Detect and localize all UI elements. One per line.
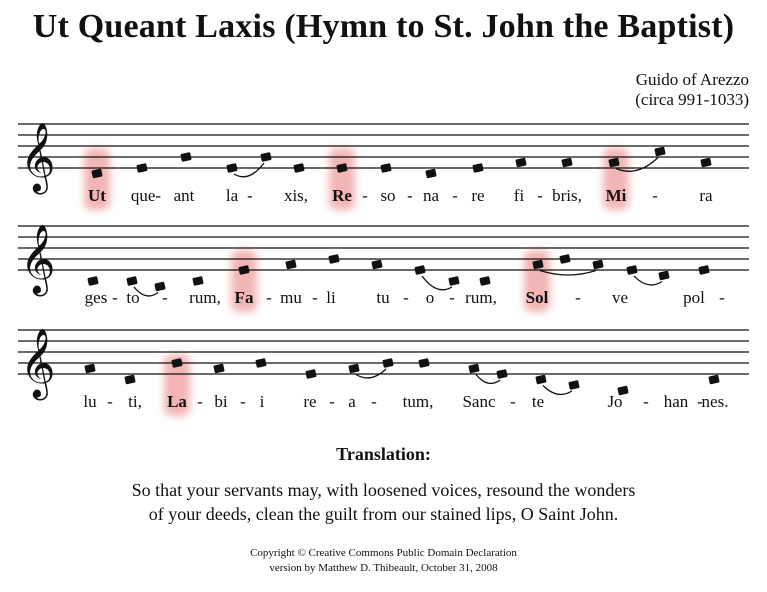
slur bbox=[234, 163, 264, 177]
treble-clef-icon: 𝄞 bbox=[20, 224, 56, 294]
syllable-hyphen: - bbox=[266, 288, 272, 307]
note-head bbox=[559, 254, 570, 264]
lyric-syllable: tum, bbox=[402, 392, 434, 411]
note-head bbox=[180, 152, 191, 162]
syllable-hyphen: - bbox=[162, 288, 168, 307]
lyric-syllable: Mi bbox=[605, 186, 627, 205]
syllable-hyphen: - bbox=[240, 392, 246, 411]
syllable-hyphen: - bbox=[362, 186, 368, 205]
note-head bbox=[136, 163, 147, 173]
copyright-footer bbox=[0, 546, 767, 576]
lyric-syllable: ve bbox=[611, 288, 629, 307]
note-head bbox=[425, 169, 436, 179]
note-head bbox=[568, 380, 579, 390]
note-head bbox=[192, 276, 203, 286]
lyric-syllable: tu bbox=[376, 288, 390, 307]
lyric-syllable: fi bbox=[513, 186, 525, 205]
note-head bbox=[626, 265, 637, 275]
note-head bbox=[124, 375, 135, 385]
syllable-hyphen: - bbox=[107, 392, 113, 411]
note-head bbox=[414, 265, 425, 275]
note-head bbox=[515, 158, 526, 168]
note-head bbox=[708, 375, 719, 385]
lyric-syllable: ant bbox=[173, 186, 195, 205]
syllable-hyphen: - bbox=[247, 186, 253, 205]
translation-line-2: of your deeds, clean the guilt from our stained lips, O Saint John. bbox=[148, 504, 619, 524]
lyric-syllable: Ut bbox=[88, 186, 106, 205]
note-head bbox=[472, 163, 483, 173]
syllable-hyphen: - bbox=[452, 186, 458, 205]
syllable-hyphen: - bbox=[112, 288, 118, 307]
lyric-syllable: to bbox=[126, 288, 140, 307]
slur bbox=[476, 375, 500, 384]
syllable-hyphen: - bbox=[575, 288, 581, 307]
lyric-syllable: ra bbox=[699, 186, 713, 205]
note-head bbox=[496, 369, 507, 379]
lyric-syllable: te bbox=[531, 392, 545, 411]
lyric-syllable: lu bbox=[83, 392, 97, 411]
note-head bbox=[87, 276, 98, 286]
slur bbox=[634, 276, 662, 285]
lyric-syllable: rum, bbox=[189, 288, 221, 307]
note-head bbox=[654, 147, 665, 157]
lyric-syllable: a bbox=[348, 392, 356, 411]
page-title: Ut Queant Laxis (Hymn to St. John the Baptist) bbox=[32, 8, 735, 45]
note-head bbox=[700, 158, 711, 168]
note-head bbox=[213, 364, 224, 374]
syllable-hyphen: - bbox=[652, 186, 658, 205]
note-head bbox=[448, 276, 459, 286]
lyric-syllable: Re bbox=[332, 186, 352, 205]
lyric-syllable: Sanc bbox=[462, 392, 496, 411]
note-head bbox=[328, 254, 339, 264]
syllable-hyphen: - bbox=[371, 392, 377, 411]
lyric-syllable: Sol bbox=[525, 288, 549, 307]
lyric-syllable: so bbox=[380, 186, 396, 205]
syllable-hyphen: - bbox=[329, 392, 335, 411]
note-head bbox=[305, 369, 316, 379]
note-head bbox=[592, 260, 603, 270]
note-head bbox=[84, 364, 95, 374]
syllable-hyphen: - bbox=[197, 392, 203, 411]
lyric-syllable: la bbox=[225, 186, 239, 205]
note-head bbox=[255, 358, 266, 368]
note-head bbox=[380, 163, 391, 173]
treble-clef-icon: 𝄞 bbox=[20, 122, 56, 192]
slur bbox=[543, 386, 572, 395]
note-head bbox=[535, 375, 546, 385]
lyric-syllable: re bbox=[471, 186, 485, 205]
composer-dates: (circa 991-1033) bbox=[635, 90, 749, 109]
lyric-syllable: Jo bbox=[607, 392, 623, 411]
composer-name: Guido of Arezzo bbox=[635, 70, 749, 89]
lyric-syllable: re bbox=[303, 392, 317, 411]
staff-system-3 bbox=[0, 318, 767, 418]
note-head bbox=[418, 358, 429, 368]
note-head bbox=[658, 271, 669, 281]
lyric-syllable: ti, bbox=[128, 392, 142, 411]
composer-credit bbox=[635, 70, 749, 110]
lyric-syllable: i bbox=[259, 392, 265, 411]
syllable-hyphen: - bbox=[510, 392, 516, 411]
lyric-syllable: pol bbox=[683, 288, 705, 307]
note-head bbox=[561, 158, 572, 168]
note-head bbox=[468, 364, 479, 374]
lyric-syllable: que- bbox=[130, 186, 162, 205]
lyric-syllable: na bbox=[422, 186, 440, 205]
lyric-syllable: ges bbox=[84, 288, 108, 307]
lyric-syllable: rum, bbox=[465, 288, 497, 307]
syllable-hyphen: - bbox=[643, 392, 649, 411]
syllable-hyphen: - bbox=[697, 392, 703, 411]
syllable-hyphen: - bbox=[719, 288, 725, 307]
syllable-hyphen: - bbox=[537, 186, 543, 205]
staff-system-2 bbox=[0, 214, 767, 314]
copyright-line: Copyright © Creative Commons Public Domain Declaration bbox=[250, 547, 517, 559]
version-line: version by Matthew D. Thibeault, October 31, 2008 bbox=[269, 562, 498, 574]
note-head bbox=[260, 152, 271, 162]
note-head bbox=[348, 364, 359, 374]
syllable-hyphen: - bbox=[449, 288, 455, 307]
translation-text bbox=[0, 478, 767, 526]
lyric-syllable: o bbox=[425, 288, 435, 307]
staff-svg bbox=[0, 318, 767, 418]
staff-system-1 bbox=[0, 112, 767, 212]
note-head bbox=[382, 358, 393, 368]
note-head bbox=[479, 276, 490, 286]
lyric-syllable: Fa bbox=[234, 288, 254, 307]
lyric-syllable: li bbox=[326, 288, 336, 307]
syllable-hyphen: - bbox=[312, 288, 318, 307]
lyric-syllable: bi bbox=[214, 392, 228, 411]
lyric-syllable: xis, bbox=[283, 186, 309, 205]
lyric-syllable: bris, bbox=[552, 186, 582, 205]
translation-heading: Translation: bbox=[336, 444, 431, 464]
syllable-hyphen: - bbox=[407, 186, 413, 205]
lyric-syllable: nes. bbox=[701, 392, 729, 411]
note-head bbox=[293, 163, 304, 173]
treble-clef-icon: 𝄞 bbox=[20, 328, 56, 398]
note-head bbox=[126, 276, 137, 286]
note-head bbox=[371, 260, 382, 270]
note-head bbox=[698, 265, 709, 275]
translation-line-1: So that your servants may, with loosened voices, resound the wonders bbox=[131, 480, 636, 500]
lyric-syllable: mu bbox=[280, 288, 302, 307]
lyric-syllable: han bbox=[663, 392, 689, 411]
note-head bbox=[226, 163, 237, 173]
note-head bbox=[285, 260, 296, 270]
syllable-hyphen: - bbox=[403, 288, 409, 307]
lyric-syllable: La bbox=[167, 392, 187, 411]
